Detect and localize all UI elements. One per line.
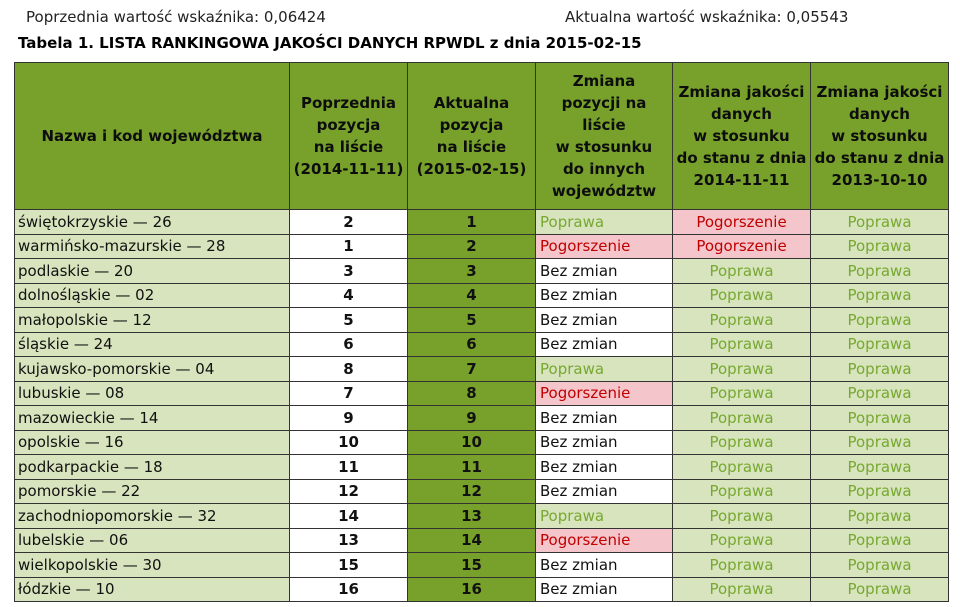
cell-curr-pos: 4 xyxy=(408,283,536,308)
cell-quality-2013: Poprawa xyxy=(811,430,949,455)
cell-pos-change: Bez zmian xyxy=(536,430,673,455)
header-line: pozycji na xyxy=(561,94,647,112)
cell-name: podkarpackie — 18 xyxy=(15,455,290,480)
cell-pos-change: Poprawa xyxy=(536,504,673,529)
ranking-table xyxy=(14,62,949,602)
cell-quality-2013: Poprawa xyxy=(811,479,949,504)
header-name: Nazwa i kod województwa xyxy=(15,63,290,210)
cell-curr-pos: 3 xyxy=(408,259,536,284)
table-row xyxy=(15,479,949,504)
header-row xyxy=(15,63,949,210)
cell-pos-change: Bez zmian xyxy=(536,577,673,602)
table-title: Tabela 1. LISTA RANKINGOWA JAKOŚCI DANYCH RPWDL z dnia 2015-02-15 xyxy=(18,34,642,52)
cell-prev-pos: 1 xyxy=(290,234,408,259)
cell-pos-change: Bez zmian xyxy=(536,455,673,480)
header-line: pozycja xyxy=(316,116,381,134)
current-indicator xyxy=(565,8,848,26)
table-row xyxy=(15,455,949,480)
cell-pos-change: Poprawa xyxy=(536,357,673,382)
cell-quality-2014: Pogorszenie xyxy=(673,210,811,235)
header-quality-2014 xyxy=(673,63,811,210)
table-row xyxy=(15,504,949,529)
cell-quality-2014: Poprawa xyxy=(673,381,811,406)
indicator-bar xyxy=(0,8,960,28)
cell-prev-pos: 15 xyxy=(290,553,408,578)
table-row xyxy=(15,308,949,333)
cell-quality-2014: Poprawa xyxy=(673,406,811,431)
cell-quality-2013: Poprawa xyxy=(811,332,949,357)
cell-quality-2013: Poprawa xyxy=(811,455,949,480)
table-row xyxy=(15,357,949,382)
cell-prev-pos: 8 xyxy=(290,357,408,382)
cell-curr-pos: 12 xyxy=(408,479,536,504)
table-row xyxy=(15,381,949,406)
cell-name: kujawsko-pomorskie — 04 xyxy=(15,357,290,382)
cell-curr-pos: 10 xyxy=(408,430,536,455)
table-row xyxy=(15,283,949,308)
table-row xyxy=(15,406,949,431)
cell-quality-2014: Poprawa xyxy=(673,504,811,529)
header-line: (2014-11-11) xyxy=(293,160,404,178)
cell-curr-pos: 7 xyxy=(408,357,536,382)
table-row xyxy=(15,210,949,235)
cell-pos-change: Bez zmian xyxy=(536,553,673,578)
header-line: do stanu z dnia xyxy=(814,149,945,167)
cell-name: wielkopolskie — 30 xyxy=(15,553,290,578)
cell-curr-pos: 15 xyxy=(408,553,536,578)
cell-prev-pos: 9 xyxy=(290,406,408,431)
cell-pos-change: Bez zmian xyxy=(536,479,673,504)
cell-quality-2013: Poprawa xyxy=(811,528,949,553)
table-row xyxy=(15,430,949,455)
table-row xyxy=(15,259,949,284)
current-indicator-label: Aktualna wartość wskaźnika: xyxy=(565,8,782,26)
cell-curr-pos: 13 xyxy=(408,504,536,529)
header-curr-pos xyxy=(408,63,536,210)
cell-pos-change: Bez zmian xyxy=(536,283,673,308)
cell-name: opolskie — 16 xyxy=(15,430,290,455)
current-indicator-value: 0,05543 xyxy=(786,8,849,26)
cell-quality-2014: Poprawa xyxy=(673,455,811,480)
cell-quality-2013: Poprawa xyxy=(811,357,949,382)
cell-quality-2013: Poprawa xyxy=(811,577,949,602)
header-line: (2015-02-15) xyxy=(416,160,527,178)
cell-name: pomorskie — 22 xyxy=(15,479,290,504)
header-line: danych xyxy=(711,105,772,123)
cell-name: zachodniopomorskie — 32 xyxy=(15,504,290,529)
previous-indicator xyxy=(26,8,326,26)
cell-prev-pos: 5 xyxy=(290,308,408,333)
header-line: pozycja xyxy=(439,116,504,134)
cell-prev-pos: 16 xyxy=(290,577,408,602)
cell-pos-change: Pogorszenie xyxy=(536,381,673,406)
cell-curr-pos: 9 xyxy=(408,406,536,431)
header-pos-change xyxy=(536,63,673,210)
cell-name: śląskie — 24 xyxy=(15,332,290,357)
cell-quality-2013: Poprawa xyxy=(811,259,949,284)
cell-prev-pos: 6 xyxy=(290,332,408,357)
cell-prev-pos: 11 xyxy=(290,455,408,480)
cell-prev-pos: 4 xyxy=(290,283,408,308)
header-line: Zmiana xyxy=(572,72,636,90)
cell-pos-change: Bez zmian xyxy=(536,259,673,284)
cell-curr-pos: 16 xyxy=(408,577,536,602)
cell-quality-2014: Poprawa xyxy=(673,259,811,284)
cell-pos-change: Bez zmian xyxy=(536,308,673,333)
cell-quality-2013: Poprawa xyxy=(811,553,949,578)
header-line: Zmiana jakości xyxy=(816,83,943,101)
cell-quality-2014: Poprawa xyxy=(673,553,811,578)
cell-quality-2013: Poprawa xyxy=(811,381,949,406)
table-row xyxy=(15,332,949,357)
cell-pos-change: Bez zmian xyxy=(536,332,673,357)
cell-quality-2014: Poprawa xyxy=(673,357,811,382)
cell-prev-pos: 10 xyxy=(290,430,408,455)
cell-name: mazowieckie — 14 xyxy=(15,406,290,431)
cell-name: lubelskie — 06 xyxy=(15,528,290,553)
cell-quality-2013: Poprawa xyxy=(811,234,949,259)
header-line: liście xyxy=(582,116,626,134)
header-line: na liście xyxy=(313,138,384,156)
cell-curr-pos: 8 xyxy=(408,381,536,406)
table-row xyxy=(15,234,949,259)
table-row xyxy=(15,577,949,602)
cell-name: świętokrzyskie — 26 xyxy=(15,210,290,235)
header-line: Zmiana jakości xyxy=(678,83,805,101)
previous-indicator-value: 0,06424 xyxy=(263,8,326,26)
cell-prev-pos: 12 xyxy=(290,479,408,504)
cell-curr-pos: 5 xyxy=(408,308,536,333)
header-line: 2013-10-10 xyxy=(831,171,928,189)
header-line: do innych xyxy=(562,160,646,178)
cell-name: podlaskie — 20 xyxy=(15,259,290,284)
cell-curr-pos: 1 xyxy=(408,210,536,235)
cell-pos-change: Pogorszenie xyxy=(536,234,673,259)
table-row xyxy=(15,528,949,553)
cell-curr-pos: 11 xyxy=(408,455,536,480)
cell-quality-2014: Poprawa xyxy=(673,283,811,308)
cell-prev-pos: 2 xyxy=(290,210,408,235)
cell-quality-2013: Poprawa xyxy=(811,504,949,529)
header-line: w stosunku xyxy=(555,138,653,156)
header-quality-2013 xyxy=(811,63,949,210)
cell-prev-pos: 14 xyxy=(290,504,408,529)
table-body xyxy=(15,210,949,602)
cell-prev-pos: 3 xyxy=(290,259,408,284)
cell-pos-change: Poprawa xyxy=(536,210,673,235)
header-line: województw xyxy=(551,182,657,200)
cell-name: łódzkie — 10 xyxy=(15,577,290,602)
cell-name: lubuskie — 08 xyxy=(15,381,290,406)
cell-curr-pos: 14 xyxy=(408,528,536,553)
cell-quality-2013: Poprawa xyxy=(811,283,949,308)
cell-quality-2014: Poprawa xyxy=(673,308,811,333)
header-line: do stanu z dnia xyxy=(676,149,807,167)
header-line: 2014-11-11 xyxy=(693,171,790,189)
cell-quality-2014: Poprawa xyxy=(673,528,811,553)
cell-prev-pos: 7 xyxy=(290,381,408,406)
cell-name: małopolskie — 12 xyxy=(15,308,290,333)
cell-quality-2013: Poprawa xyxy=(811,210,949,235)
cell-curr-pos: 2 xyxy=(408,234,536,259)
cell-quality-2014: Poprawa xyxy=(673,577,811,602)
cell-quality-2014: Pogorszenie xyxy=(673,234,811,259)
previous-indicator-label: Poprzednia wartość wskaźnika: xyxy=(26,8,260,26)
header-line: Poprzednia xyxy=(300,94,397,112)
table-row xyxy=(15,553,949,578)
header-line: w stosunku xyxy=(693,127,790,145)
cell-quality-2014: Poprawa xyxy=(673,430,811,455)
header-line: na liście xyxy=(436,138,507,156)
header-line: Aktualna xyxy=(433,94,510,112)
cell-name: dolnośląskie — 02 xyxy=(15,283,290,308)
cell-quality-2014: Poprawa xyxy=(673,332,811,357)
cell-quality-2013: Poprawa xyxy=(811,308,949,333)
header-line: danych xyxy=(849,105,910,123)
cell-curr-pos: 6 xyxy=(408,332,536,357)
cell-quality-2013: Poprawa xyxy=(811,406,949,431)
cell-prev-pos: 13 xyxy=(290,528,408,553)
cell-pos-change: Bez zmian xyxy=(536,406,673,431)
header-line: w stosunku xyxy=(831,127,928,145)
cell-name: warmińsko-mazurskie — 28 xyxy=(15,234,290,259)
cell-quality-2014: Poprawa xyxy=(673,479,811,504)
cell-pos-change: Pogorszenie xyxy=(536,528,673,553)
header-prev-pos xyxy=(290,63,408,210)
